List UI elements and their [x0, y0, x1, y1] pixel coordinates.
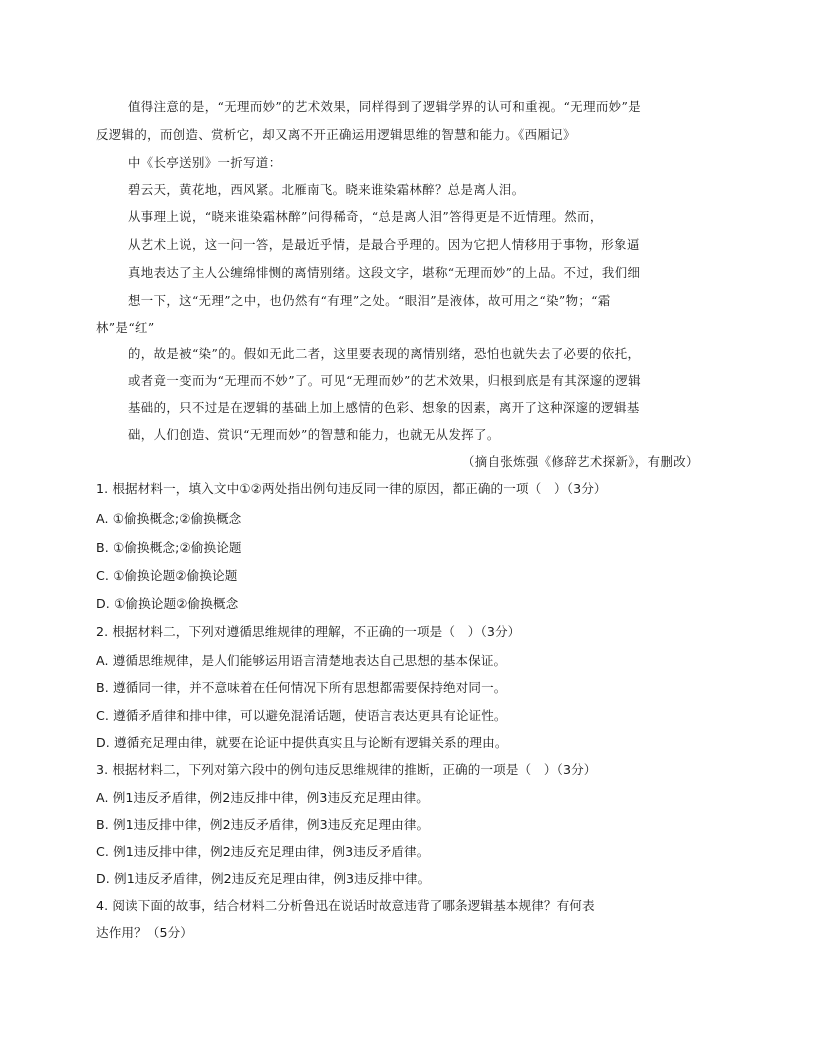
question-stem: 1. 根据材料一，填入文中①②两处指出例句违反同一律的原因，都正确的一项（ ）（3分） [96, 481, 607, 496]
passage-line: 想一下，这“无理”之中，也仍然有“有理”之处。“眼泪”是液体，故可用之“染”物；“霜 [128, 293, 611, 308]
passage-line: 或者竟一变而为“无理而不妙”了。可见“无理而妙”的艺术效果，归根到底是有其深邃的逻辑 [128, 373, 641, 388]
question-stem: 2. 根据材料二，下列对遵循思维规律的理解，不正确的一项是（ ）（3分） [96, 624, 521, 639]
passage-line: 值得注意的是，“无理而妙”的艺术效果，同样得到了逻辑学界的认可和重视。“无理而妙”是 [128, 99, 641, 114]
passage-line: 的，故是被“染”的。假如无此二者，这里要表现的离情别绪，恐怕也就失去了必要的依托， [128, 346, 641, 361]
passage-source: （摘自张炼强《修辞艺术探新》，有删改） [462, 454, 699, 469]
answer-option: D. 例1违反矛盾律，例2违反充足理由律，例3违反排中律。 [96, 871, 431, 886]
answer-option: B. 遵循同一律，并不意味着在任何情况下所有思想都需要保持绝对同一。 [96, 680, 507, 695]
passage-line: 基础的，只不过是在逻辑的基础上加上感情的色彩、想象的因素，离开了这种深邃的逻辑基 [128, 400, 640, 415]
passage-line: 从事理上说，“晓来谁染霜林醉”问得稀奇，“总是离人泪”答得更是不近情理。然而， [128, 209, 603, 224]
passage-line: 真地表达了主人公缠绵悱恻的离情别绪。这段文字，堪称“无理而妙”的上品。不过，我们细 [128, 265, 641, 280]
answer-option: A. ①偷换概念;②偷换概念 [96, 511, 242, 526]
passage-line: 反逻辑的，而创造、赏析它，却又离不开正确运用逻辑思维的智慧和能力。《西厢记》 [96, 127, 576, 142]
question-stem: 4. 阅读下面的故事，结合材料二分析鲁迅在说话时故意违背了哪条逻辑基本规律？有何表 [96, 898, 595, 913]
passage-line: 林”是“红” [96, 320, 155, 335]
question-stem: 3. 根据材料二，下列对第六段中的例句违反思维规律的推断，正确的一项是（ ）（3分） [96, 762, 597, 777]
answer-option: B. ①偷换概念;②偷换论题 [96, 540, 242, 555]
answer-option: D. 遵循充足理由律，就要在论证中提供真实且与论断有逻辑关系的理由。 [96, 735, 508, 750]
passage-line: 从艺术上说，这一问一答，是最近乎情，是最合乎理的。因为它把人情移用于事物，形象逼 [128, 237, 640, 252]
answer-option: D. ①偷换论题②偷换概念 [96, 596, 239, 611]
answer-option: C. 例1违反排中律，例2违反充足理由律，例3违反矛盾律。 [96, 844, 430, 859]
answer-option: A. 例1违反矛盾律，例2违反排中律，例3违反充足理由律。 [96, 790, 429, 805]
answer-option: C. ①偷换论题②偷换论题 [96, 568, 238, 583]
passage-line: 础，人们创造、赏识“无理而妙”的智慧和能力，也就无从发挥了。 [128, 427, 500, 442]
answer-option: A. 遵循思维规律，是人们能够运用语言清楚地表达自己思想的基本保证。 [96, 653, 507, 668]
answer-option: B. 例1违反排中律，例2违反矛盾律，例3违反充足理由律。 [96, 817, 430, 832]
poem-line: 碧云天，黄花地，西风紧。北雁南飞。晓来谁染霜林醉？总是离人泪。 [128, 182, 525, 197]
answer-option: C. 遵循矛盾律和排中律，可以避免混淆话题，使语言表达更具有论证性。 [96, 708, 507, 723]
question-stem: 达作用？（5分） [96, 925, 193, 940]
passage-line: 中《长亭送别》一折写道： [128, 155, 282, 170]
